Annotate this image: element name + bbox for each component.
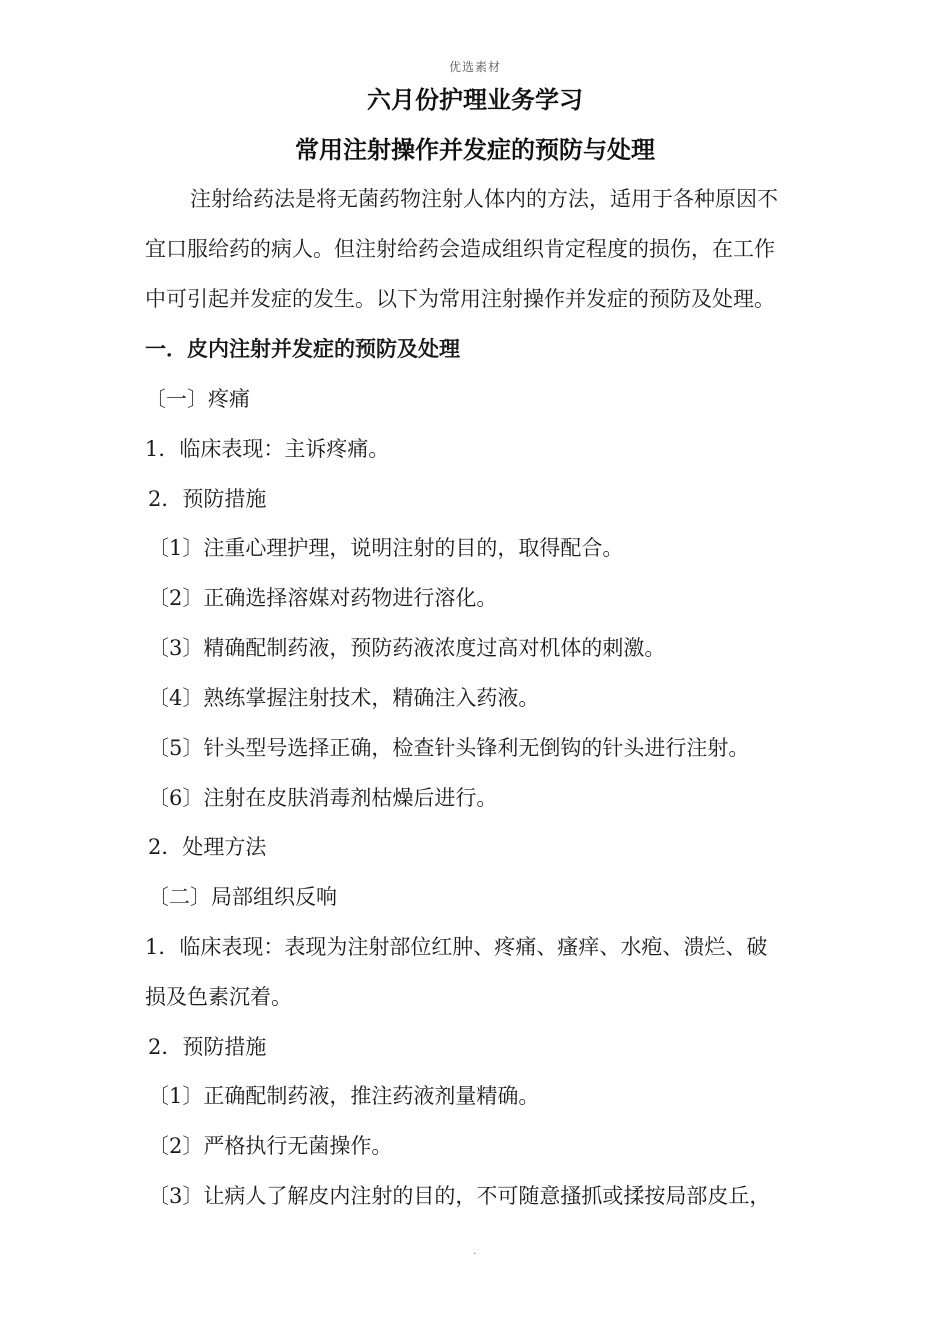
main-title: 六月份护理业务学习 — [367, 86, 583, 114]
subsection-local-title: 〔二〕局部组织反响 — [148, 885, 337, 909]
pain-measure-5: 〔5〕针头型号选择正确，检查针头锋利无倒钩的针头进行注射。 — [148, 736, 750, 760]
pain-measure-6: 〔6〕注射在皮肤消毒剂枯燥后进行。 — [148, 786, 498, 810]
footer-mark: . — [473, 1246, 477, 1257]
pain-clinical: 1．临床表现：主诉疼痛。 — [145, 437, 390, 461]
pain-prevention-label: 2．预防措施 — [148, 487, 267, 511]
pain-measure-4: 〔4〕熟练掌握注射技术，精确注入药液。 — [148, 686, 540, 710]
subsection-pain-title: 〔一〕疼痛 — [145, 387, 250, 411]
local-measure-2: 〔2〕严格执行无菌操作。 — [148, 1134, 393, 1158]
local-measure-1: 〔1〕正确配制药液，推注药液剂量精确。 — [148, 1084, 540, 1108]
pain-treatment-label: 2．处理方法 — [148, 835, 267, 859]
section-heading: 一．皮内注射并发症的预防及处理 — [145, 337, 460, 361]
local-clinical-line-2: 损及色素沉着。 — [145, 985, 292, 1009]
sub-title: 常用注射操作并发症的预防与处理 — [295, 136, 655, 164]
intro-line-2: 宜口服给药的病人。但注射给药会造成组织肯定程度的损伤，在工作 — [145, 237, 775, 261]
intro-line-1: 注射给药法是将无菌药物注射人体内的方法，适用于各种原因不 — [190, 187, 778, 211]
local-measure-3: 〔3〕让病人了解皮内注射的目的，不可随意搔抓或揉按局部皮丘， — [148, 1184, 771, 1208]
pain-measure-3: 〔3〕精确配制药液，预防药液浓度过高对机体的刺激。 — [148, 636, 666, 660]
intro-line-3: 中可引起并发症的发生。以下为常用注射操作并发症的预防及处理。 — [145, 287, 775, 311]
local-prevention-label: 2．预防措施 — [148, 1035, 267, 1059]
pain-measure-1: 〔1〕注重心理护理，说明注射的目的，取得配合。 — [148, 536, 624, 560]
header-watermark: 优选素材 — [448, 60, 501, 74]
local-clinical-line-1: 1．临床表现：表现为注射部位红肿、疼痛、瘙痒、水疱、溃烂、破 — [145, 935, 768, 959]
pain-measure-2: 〔2〕正确选择溶媒对药物进行溶化。 — [148, 586, 498, 610]
